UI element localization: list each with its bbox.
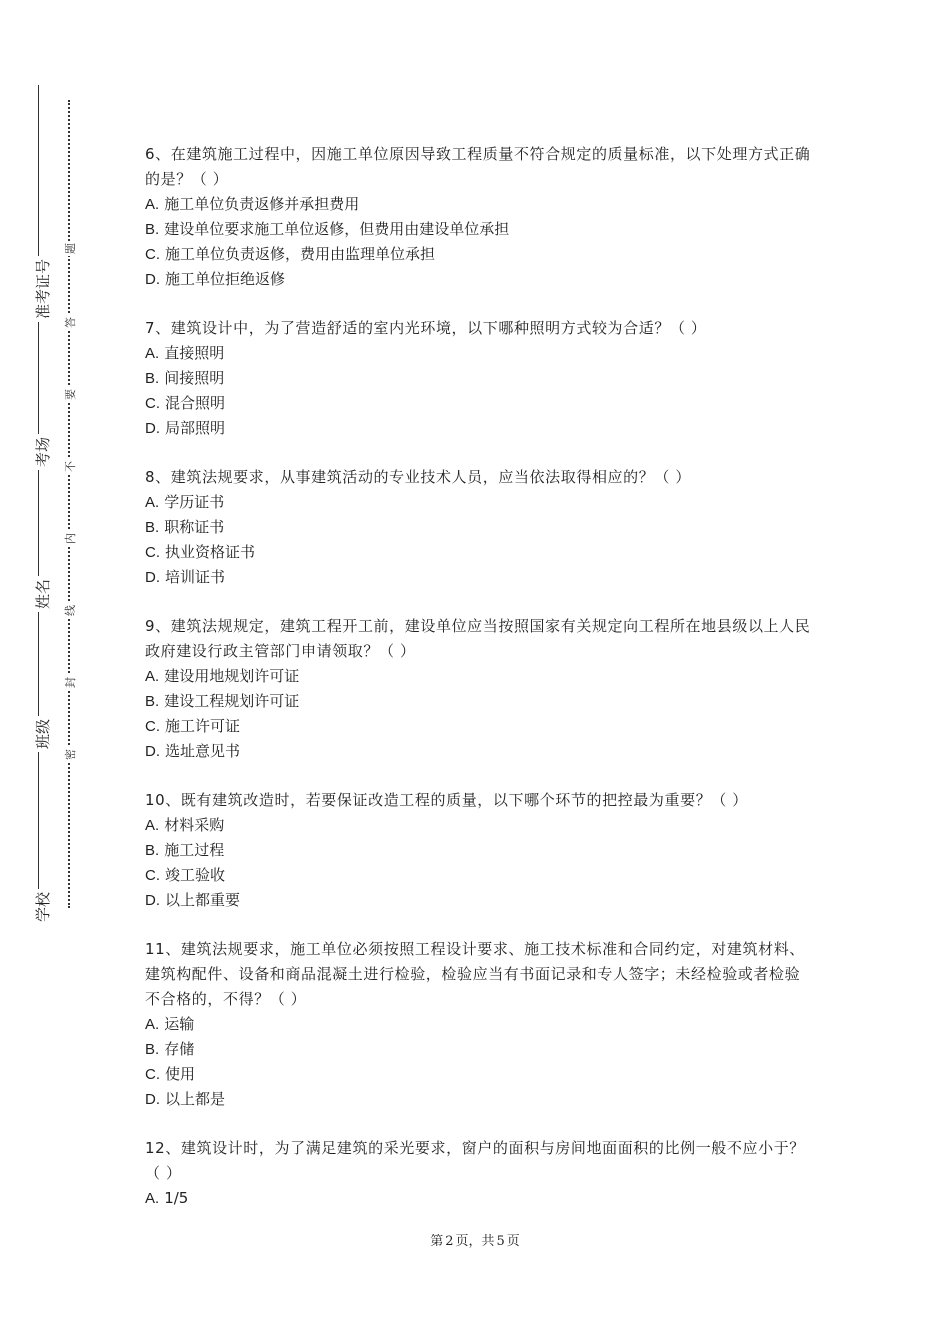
option-letter: D. bbox=[145, 420, 160, 437]
option-text: 建设单位要求施工单位返修，但费用由建设单位承担 bbox=[164, 220, 510, 238]
option-letter: D. bbox=[145, 1091, 160, 1108]
question-text: 12、建筑设计时，为了满足建筑的采光要求，窗户的面积与房间地面面积的比例一般不应小于？（ ） bbox=[145, 1139, 805, 1182]
option-d bbox=[145, 267, 815, 292]
seal-char: 内 bbox=[64, 533, 77, 544]
option-letter: C. bbox=[145, 718, 160, 735]
option-letter: A. bbox=[145, 817, 160, 834]
option-b bbox=[145, 838, 815, 863]
question-text: 6、在建筑施工过程中，因施工单位原因导致工程质量不符合规定的质量标准，以下处理方式正确的是？（ ） bbox=[145, 145, 811, 188]
option-text: 执业资格证书 bbox=[165, 543, 256, 561]
option-b bbox=[145, 689, 815, 714]
option-b bbox=[145, 217, 815, 242]
option-letter: C. bbox=[145, 1066, 160, 1083]
option-a bbox=[145, 1012, 815, 1037]
option-text: 使用 bbox=[165, 1065, 196, 1083]
option-letter: B. bbox=[145, 693, 160, 710]
question-12 bbox=[145, 1136, 815, 1211]
option-c bbox=[145, 1062, 815, 1087]
option-letter: C. bbox=[145, 867, 160, 884]
option-text: 局部照明 bbox=[165, 419, 226, 437]
option-text: 运输 bbox=[164, 1015, 195, 1033]
question-6 bbox=[145, 142, 815, 292]
option-letter: A. bbox=[145, 1016, 160, 1033]
option-d bbox=[145, 565, 815, 590]
option-a bbox=[145, 341, 815, 366]
seal-char: 不 bbox=[64, 461, 77, 472]
seal-char: 线 bbox=[64, 605, 77, 616]
option-letter: C. bbox=[145, 246, 160, 263]
option-letter: C. bbox=[145, 395, 160, 412]
option-text: 建设用地规划许可证 bbox=[164, 667, 300, 685]
option-d bbox=[145, 1087, 815, 1112]
question-8 bbox=[145, 465, 815, 590]
footer-mid: 页，共 bbox=[455, 1234, 495, 1249]
option-text: 施工单位负责返修并承担费用 bbox=[164, 195, 360, 213]
binding-solid-line bbox=[38, 85, 39, 923]
option-text: 建设工程规划许可证 bbox=[164, 692, 300, 710]
option-b bbox=[145, 1037, 815, 1062]
option-d bbox=[145, 888, 815, 913]
option-text: 以上都是 bbox=[165, 1090, 226, 1108]
question-text: 7、建筑设计中，为了营造舒适的室内光环境，以下哪种照明方式较为合适？（ ） bbox=[145, 319, 707, 337]
question-text: 8、建筑法规要求，从事建筑活动的专业技术人员，应当依法取得相应的？（ ） bbox=[145, 468, 691, 486]
option-text: 学历证书 bbox=[164, 493, 225, 511]
binding-margin bbox=[0, 0, 100, 1344]
option-letter: C. bbox=[145, 544, 160, 561]
option-letter: D. bbox=[145, 892, 160, 909]
option-c bbox=[145, 540, 815, 565]
option-letter: A. bbox=[145, 1190, 160, 1207]
option-text: 施工单位拒绝返修 bbox=[165, 270, 286, 288]
option-text: 施工过程 bbox=[164, 841, 225, 859]
option-a bbox=[145, 490, 815, 515]
seal-dotted-line bbox=[68, 100, 70, 908]
question-9 bbox=[145, 614, 815, 764]
option-letter: A. bbox=[145, 196, 160, 213]
option-text: 1/5 bbox=[164, 1189, 189, 1207]
question-list bbox=[145, 142, 815, 1235]
option-letter: A. bbox=[145, 668, 160, 685]
option-text: 以上都重要 bbox=[165, 891, 241, 909]
field-label-school: 学校 bbox=[32, 889, 53, 925]
option-text: 存储 bbox=[164, 1040, 195, 1058]
question-text: 9、建筑法规规定，建筑工程开工前，建设单位应当按照国家有关规定向工程所在地县级以上人民政府建设行政主管部门申请领取？（ ） bbox=[145, 617, 811, 660]
option-letter: D. bbox=[145, 743, 160, 760]
option-letter: B. bbox=[145, 221, 160, 238]
seal-char: 要 bbox=[64, 389, 77, 400]
option-d bbox=[145, 416, 815, 441]
question-text: 10、既有建筑改造时，若要保证改造工程的质量，以下哪个环节的把控最为重要？（ ） bbox=[145, 791, 748, 809]
option-text: 材料采购 bbox=[164, 816, 225, 834]
option-letter: B. bbox=[145, 1041, 160, 1058]
option-letter: A. bbox=[145, 345, 160, 362]
page-footer bbox=[0, 1230, 950, 1249]
option-b bbox=[145, 366, 815, 391]
question-text: 11、建筑法规要求，施工单位必须按照工程设计要求、施工技术标准和合同约定，对建筑材料、建筑构配件、设备和商品混凝土进行检验，检验应当有书面记录和专人签字；未经检验或者检验不合格的，不得？（ ） bbox=[145, 940, 805, 1008]
field-label-exam-room: 考场 bbox=[32, 434, 53, 470]
option-text: 施工许可证 bbox=[165, 717, 241, 735]
option-b bbox=[145, 515, 815, 540]
option-c bbox=[145, 714, 815, 739]
option-letter: A. bbox=[145, 494, 160, 511]
option-a bbox=[145, 192, 815, 217]
option-text: 竣工验收 bbox=[165, 866, 226, 884]
option-letter: B. bbox=[145, 519, 160, 536]
question-10 bbox=[145, 788, 815, 913]
option-text: 职称证书 bbox=[164, 518, 225, 536]
option-c bbox=[145, 863, 815, 888]
option-letter: D. bbox=[145, 569, 160, 586]
option-d bbox=[145, 739, 815, 764]
option-text: 培训证书 bbox=[165, 568, 226, 586]
option-a bbox=[145, 1186, 815, 1211]
seal-char: 答 bbox=[64, 317, 77, 328]
total-pages-number: 5 bbox=[496, 1234, 505, 1249]
option-a bbox=[145, 664, 815, 689]
seal-char: 封 bbox=[64, 677, 77, 688]
option-text: 选址意见书 bbox=[165, 742, 241, 760]
option-c bbox=[145, 242, 815, 267]
footer-suffix: 页 bbox=[506, 1234, 520, 1249]
option-letter: B. bbox=[145, 842, 160, 859]
question-7 bbox=[145, 316, 815, 441]
option-text: 混合照明 bbox=[165, 394, 226, 412]
seal-char: 密 bbox=[64, 749, 77, 760]
field-label-name: 姓名 bbox=[32, 576, 53, 612]
option-letter: B. bbox=[145, 370, 160, 387]
option-text: 间接照明 bbox=[164, 369, 225, 387]
field-label-class: 班级 bbox=[32, 716, 53, 752]
field-label-exam-number: 准考证号 bbox=[32, 256, 53, 322]
option-text: 直接照明 bbox=[164, 344, 225, 362]
option-text: 施工单位负责返修，费用由监理单位承担 bbox=[165, 245, 436, 263]
seal-char: 题 bbox=[64, 243, 77, 254]
footer-prefix: 第 bbox=[430, 1234, 444, 1249]
option-letter: D. bbox=[145, 271, 160, 288]
option-a bbox=[145, 813, 815, 838]
current-page-number: 2 bbox=[445, 1234, 454, 1249]
option-c bbox=[145, 391, 815, 416]
question-11 bbox=[145, 937, 815, 1112]
